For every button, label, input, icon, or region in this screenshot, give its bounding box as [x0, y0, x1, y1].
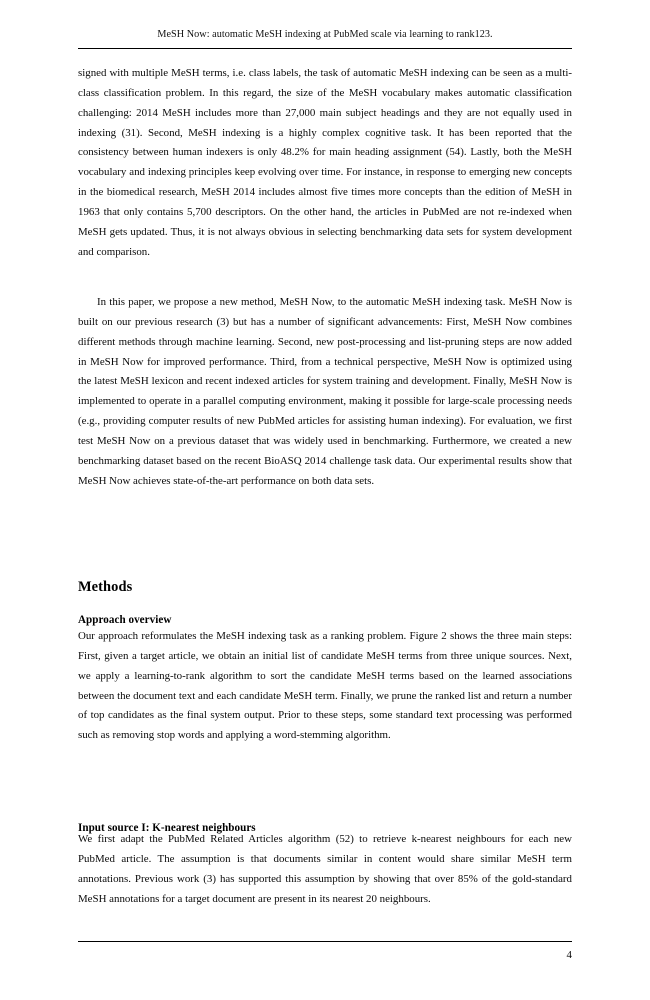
- page-content-frame: [78, 0, 572, 1000]
- section-heading-methods: Methods: [78, 578, 133, 595]
- footer-rule: [78, 941, 572, 942]
- paragraph-contributions: In this paper, we propose a new method, MeSH Now, to the automatic MeSH indexing task. MeSH Now is built on our previous research (3) but has a number of significant advancements: First, MeSH Now combines different methods through machine learning. Second, new post-processing and list-pruning steps are now added in MeSH Now for improved performance. Third, from a technical perspective, MeSH Now is optimized using the latest MeSH lexicon and recent indexed articles for system training and development. Finally, MeSH Now is implemented to operate in a parallel computing environment, making it possible for large-scale processing needs (e.g., providing computer results of new PubMed articles for assisting human indexing). For evaluation, we first test MeSH Now on a previous dataset that was widely used in benchmarking. Furthermore, we created a new benchmarking dataset based on the recent BioASQ 2014 challenge task data. Our experimental results show that MeSH Now achieves state-of-the-art performance on both data sets.: [78, 296, 572, 487]
- paragraph-continued-from-previous-page: signed with multiple MeSH terms, i.e. class labels, the task of automatic MeSH indexing can be seen as a multi-class classification problem. In this regard, the size of the MeSH vocabulary makes automatic classification challenging: 2014 MeSH includes more than 27,000 main subject headings and they are not equally used in indexing (31). Second, MeSH indexing is a highly complex cognitive task. It has been reported that the consistency between human indexers is only 48.2% for main heading assignment (54). Lastly, both the MeSH vocabulary and indexing principles keep evolving over time. For instance, in response to emerging new concepts in the biomedical research, MeSH 2014 includes almost five times more concepts than the edition of MeSH in 1963 that only contains 5,700 descriptors. On the other hand, the articles in PubMed are not re-indexed when MeSH gets updated. Thus, it is not always obvious in selecting benchmarking data sets for system development and comparison.: [78, 67, 572, 258]
- paragraph-approach-overview: Our approach reformulates the MeSH indexing task as a ranking problem. Figure 2 shows the three main steps: First, given a target article, we obtain an initial list of candidate MeSH terms from three unique sources. Next, we apply a learning-to-rank algorithm to sort the candidate MeSH terms based on the learned associations between the document text and each candidate MeSH term. Finally, we prune the ranked list and return a number of top candidates as the final system output. Prior to these steps, some standard text processing was performed such as removing stop words and applying a word-stemming algorithm.: [78, 630, 572, 742]
- paragraph-input-source-knn: We first adapt the PubMed Related Articles algorithm (52) to retrieve k-nearest neighbours for each new PubMed article. The assumption is that documents similar in content would share similar MeSH term annotations. Previous work (3) has supported this assumption by showing that over 85% of the gold-standard MeSH annotations for a target document are present in its nearest 20 neighbours.: [78, 833, 572, 905]
- subsection-heading-input-source-knn: Input source I: K-nearest neighbours: [78, 822, 256, 835]
- page-number: 4: [566, 949, 572, 961]
- running-header: MeSH Now: automatic MeSH indexing at PubMed scale via learning to rank123.: [157, 29, 493, 40]
- subsection-heading-approach-overview: Approach overview: [78, 614, 172, 627]
- header-rule: [78, 48, 572, 49]
